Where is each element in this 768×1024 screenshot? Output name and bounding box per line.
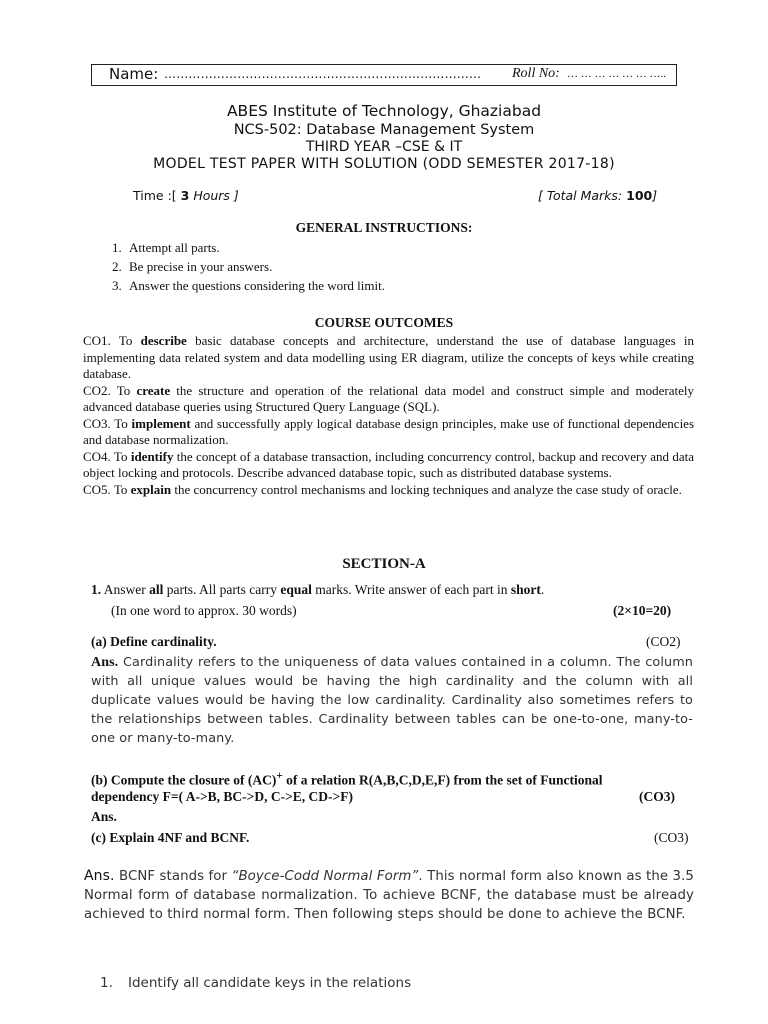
course-outcomes-list xyxy=(83,333,694,498)
answer-label: Ans. xyxy=(84,868,115,884)
answer-c-step: 1. Identify all candidate keys in the relations xyxy=(100,975,412,991)
name-roll-box xyxy=(91,64,677,86)
section-a-heading: SECTION-A xyxy=(342,556,426,572)
marks-prefix: [ Total Marks: xyxy=(538,188,627,203)
question-a: (a) Define cardinality. xyxy=(91,634,217,649)
time-suffix: Hours ] xyxy=(189,188,239,203)
roll-dots: … … … … … … ….. xyxy=(567,68,666,80)
instruction-item: 2. Be precise in your answers. xyxy=(112,259,273,274)
course-outcome-item: CO3. To implement and successfully apply logical database design principles, make use of functional dependencies and database normalization. xyxy=(83,415,695,447)
marks-value: 100 xyxy=(626,188,653,203)
name-dots: …………………………………………………………………… xyxy=(164,67,482,81)
roll-label: Roll No: xyxy=(512,66,560,81)
instruction-item: 1. Attempt all parts. xyxy=(112,240,220,255)
course-outcome-item: CO5. To explain the concurrency control mechanisms and locking techniques and analyze the case study of oracle. xyxy=(83,481,682,497)
question-1: 1. Answer all parts. All parts carry equal marks. Write answer of each part in short. xyxy=(91,582,545,597)
time-prefix: Time :[ xyxy=(133,188,181,203)
question-c: (c) Explain 4NF and BCNF. xyxy=(91,830,250,845)
year-title: THIRD YEAR –CSE & IT xyxy=(305,139,463,155)
question-b-line-1: (b) Compute the closure of (AC)+ of a relation R(A,B,C,D,E,F) from the set of Functional xyxy=(91,770,603,788)
answer-a: Ans. Cardinality refers to the uniqueness of data values contained in a column. The column with all unique values would be having the high cardinality and the column with all duplicate values would be having the low cardinality. Cardinality also sometimes refers to the relationships between tables. Cardinality between tables can be one-to-one, many-to-one or many-to-many. xyxy=(91,655,693,746)
paper-title: MODEL TEST PAPER WITH SOLUTION (ODD SEMESTER 2017-18) xyxy=(153,156,615,172)
question-b-co: (CO3) xyxy=(639,789,675,804)
general-instructions-heading: GENERAL INSTRUCTIONS: xyxy=(295,220,473,235)
answer-label: Ans. xyxy=(91,655,119,670)
question-1-marks: (2×10=20) xyxy=(613,603,672,618)
instruction-item: 3. Answer the questions considering the word limit. xyxy=(112,278,385,293)
question-c-co: (CO3) xyxy=(654,830,689,845)
question-1-subtext: (In one word to approx. 30 words) xyxy=(111,603,297,618)
time-value: 3 xyxy=(180,188,190,203)
course-outcome-item: CO4. To identify the concept of a database transaction, including concurrency control, backup and recovery and data object locking and protocols. Describe advanced database topic, such as distributed database systems. xyxy=(83,448,694,480)
exam-time xyxy=(133,188,239,203)
marks-suffix: ] xyxy=(652,188,658,203)
answer-b-label: Ans. xyxy=(91,809,117,824)
question-a-co: (CO2) xyxy=(646,634,681,649)
question-b-line-2: dependency F=( A->B, BC->D, C->E, CD->F) xyxy=(91,789,353,804)
name-label: Name: xyxy=(109,65,159,83)
total-marks xyxy=(538,188,657,203)
course-outcomes-heading: COURSE OUTCOMES xyxy=(314,315,454,330)
course-title: NCS-502: Database Management System xyxy=(233,122,535,138)
instructions-list xyxy=(112,238,385,295)
answer-c: Ans. BCNF stands for “Boyce-Codd Normal Form”. This normal form also known as the 3.5 Normal form of database normalization. To achieve BCNF, the database must be already achieved to third normal form. Then following steps should be done to achieve the BCNF. xyxy=(84,868,694,922)
course-outcome-item: CO2. To create the structure and operation of the relational data model and construct simple and moderately advanced database queries using Structured Query Language (SQL). xyxy=(83,382,695,414)
course-outcome-item: CO1. To describe basic database concepts and architecture, understand the use of database languages in implementing data related system and data modelling using ER diagram, utilize the concepts of keys while creating database. xyxy=(83,333,695,381)
institute-name: ABES Institute of Technology, Ghaziabad xyxy=(226,102,542,120)
